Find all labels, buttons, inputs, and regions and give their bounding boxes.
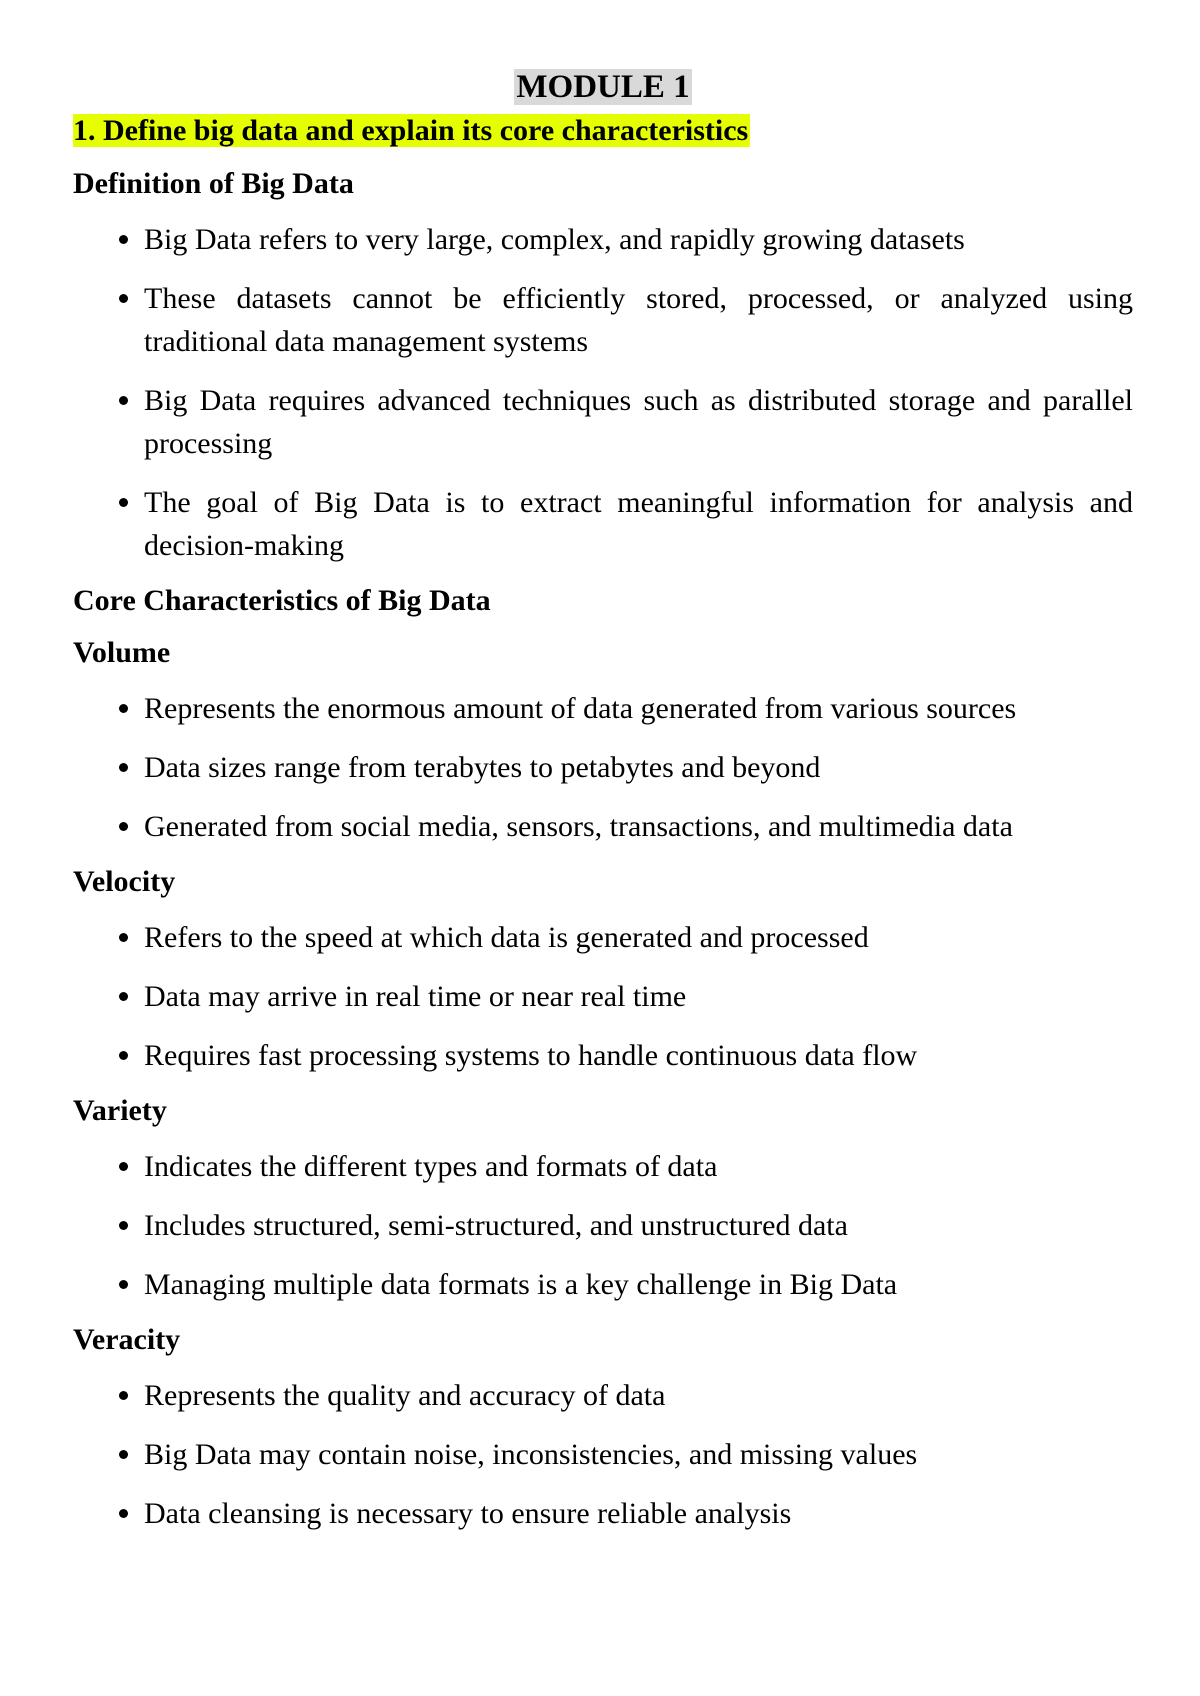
list-item xyxy=(73,1492,1133,1535)
list-item xyxy=(73,805,1133,848)
list-item xyxy=(73,1433,1133,1476)
list-item-text: Big Data refers to very large, complex, and rapidly growing datasets xyxy=(144,223,965,256)
bullet-icon xyxy=(119,235,128,244)
bullet-icon xyxy=(119,498,128,507)
veracity-list xyxy=(73,1374,1133,1535)
definition-list xyxy=(73,218,1133,567)
module-title xyxy=(73,68,1133,106)
core-characteristics-heading: Core Characteristics of Big Data xyxy=(73,584,491,617)
bullet-icon xyxy=(119,396,128,405)
question-text: 1. Define big data and explain its core characteristics xyxy=(73,114,749,147)
list-item-text: Managing multiple data formats is a key challenge in Big Data xyxy=(144,1268,898,1301)
list-item-text: Big Data requires advanced techniques such as distributed storage and parallel processing xyxy=(144,384,1133,460)
list-item xyxy=(73,746,1133,789)
list-item xyxy=(73,1145,1133,1188)
bullet-icon xyxy=(119,933,128,942)
list-item-text: Data cleansing is necessary to ensure reliable analysis xyxy=(144,1497,792,1530)
bullet-icon xyxy=(119,294,128,303)
list-item xyxy=(73,916,1133,959)
list-item-text: Indicates the different types and formats of data xyxy=(144,1150,718,1183)
list-item-text: Represents the enormous amount of data generated from various sources xyxy=(144,692,1017,725)
variety-heading: Variety xyxy=(73,1094,167,1127)
bullet-icon xyxy=(119,704,128,713)
list-item xyxy=(73,1204,1133,1247)
volume-heading: Volume xyxy=(73,636,171,669)
list-item xyxy=(73,1374,1133,1417)
bullet-icon xyxy=(119,1391,128,1400)
bullet-icon xyxy=(119,822,128,831)
variety-list xyxy=(73,1145,1133,1306)
bullet-icon xyxy=(119,1051,128,1060)
bullet-icon xyxy=(119,763,128,772)
velocity-heading: Velocity xyxy=(73,865,176,898)
bullet-icon xyxy=(119,1280,128,1289)
list-item-text: Represents the quality and accuracy of data xyxy=(144,1379,666,1412)
list-item xyxy=(73,687,1133,730)
definition-heading: Definition of Big Data xyxy=(73,167,354,200)
list-item xyxy=(73,379,1133,465)
bullet-icon xyxy=(119,1509,128,1518)
bullet-icon xyxy=(119,1221,128,1230)
module-title-text: MODULE 1 xyxy=(516,69,690,105)
list-item-text: Data sizes range from terabytes to petabytes and beyond xyxy=(144,751,821,784)
list-item-text: Generated from social media, sensors, transactions, and multimedia data xyxy=(144,810,1013,843)
list-item-text: Includes structured, semi-structured, and unstructured data xyxy=(144,1209,848,1242)
list-item-text: Refers to the speed at which data is generated and processed xyxy=(144,921,869,954)
bullet-icon xyxy=(119,1450,128,1459)
list-item-text: The goal of Big Data is to extract meaningful information for analysis and decision-making xyxy=(144,486,1133,562)
bullet-icon xyxy=(119,992,128,1001)
list-item-text: Big Data may contain noise, inconsistencies, and missing values xyxy=(144,1438,918,1471)
list-item-text: Requires fast processing systems to handle continuous data flow xyxy=(144,1039,918,1072)
volume-list xyxy=(73,687,1133,848)
list-item xyxy=(73,1263,1133,1306)
list-item xyxy=(73,218,1133,261)
bullet-icon xyxy=(119,1162,128,1171)
list-item xyxy=(73,975,1133,1018)
list-item-text: These datasets cannot be efficiently stored, processed, or analyzed using traditional data management systems xyxy=(144,282,1133,358)
velocity-list xyxy=(73,916,1133,1077)
document-page xyxy=(73,68,1133,1551)
list-item xyxy=(73,481,1133,567)
list-item xyxy=(73,277,1133,363)
list-item xyxy=(73,1034,1133,1077)
veracity-heading: Veracity xyxy=(73,1323,181,1356)
list-item-text: Data may arrive in real time or near real time xyxy=(144,980,687,1013)
question-heading xyxy=(73,112,1133,150)
